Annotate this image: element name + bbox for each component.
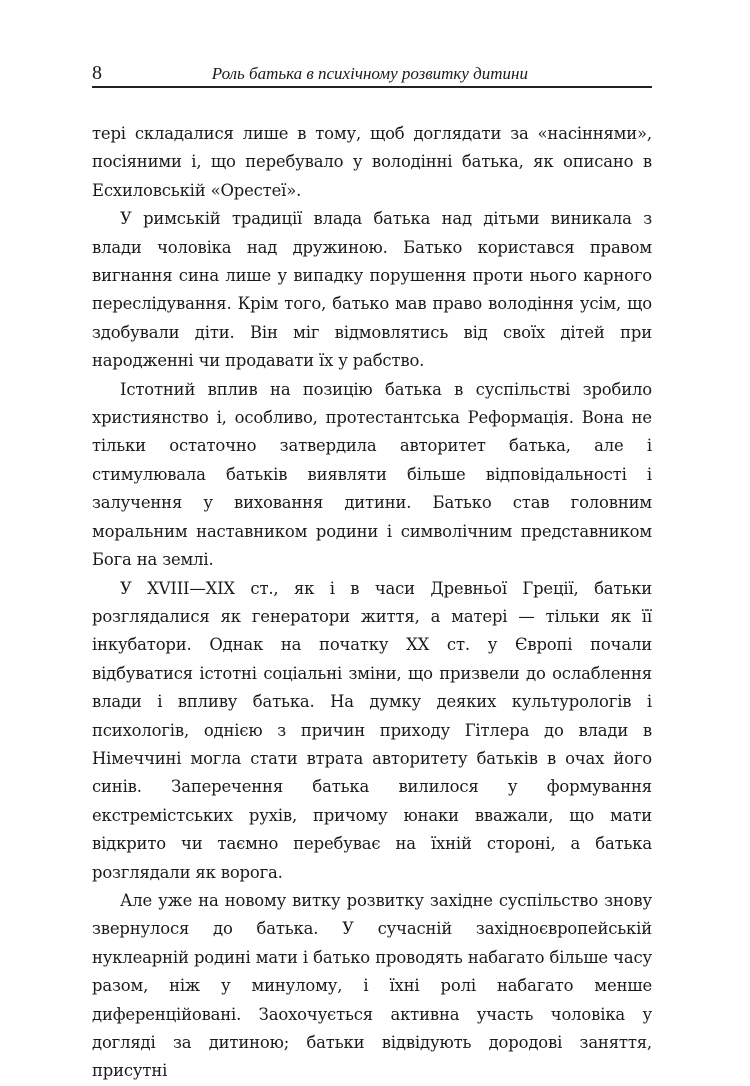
page-number: 8 — [92, 62, 102, 84]
page-header — [92, 60, 652, 88]
paragraph: У римській традиції влада батька над дітьми виникала з влади чоловіка над дружиною. Батько користався правом вигнання сина лише у випадку порушення проти нього карного переслідування. Крім того, батько мав право володіння усім, що здобували діти. Він міг відмовлятись від своїх дітей при народженні чи продавати їх у рабство. — [92, 209, 652, 371]
paragraph: У XVIII—XIX ст., як і в часи Древньої Греції, батьки розглядалися як генератори життя, а матері — тільки як її інкубатори. Однак на початку XX ст. у Європі почали відбуватися істотні соціальні зміни, що призвели до ослаблення влади і впливу батька. На думку деяких культурологів і психологів, однією з причин приходу Гітлера до влади в Німеччині могла стати втрата авторитету батьків в очах його синів. Заперечення батька вилилося у формування екстремістських рухів, причому юнаки вважали, що мати відкрито чи таємно перебуває на їхній стороні, а батька розглядали як ворога. — [92, 578, 652, 882]
paragraph: Істотний вплив на позицію батька в суспільстві зробило християнство і, особливо, протестантська Реформація. Вона не тільки остаточно затвердила авторитет батька, але і стимулювала батьків виявляти більше відповідальності і залучення у виховання дитини. Батько став головним моральним наставником родини і символічним представником Бога на землі. — [92, 379, 652, 570]
paragraph: тері складалися лише в тому, щоб доглядати за «насіннями», посіяними і, що перебувало у володінні батька, як описано в Есхиловській «Орестеї». — [92, 124, 652, 200]
running-title: Роль батька в психічному розвитку дитини — [211, 64, 528, 83]
body-text — [92, 120, 652, 1086]
paragraph: Але уже на новому витку розвитку західне суспільство знову звернулося до батька. У сучасній західноєвропейській нуклеарній родині мати і батько проводять набагато більше часу разом, ніж у минулому, і їхні ролі набагато менше диференційовані. Заохочується активна участь чоловіка у догляді за дитиною; батьки відвідують дородові заняття, присутні — [92, 890, 652, 1081]
